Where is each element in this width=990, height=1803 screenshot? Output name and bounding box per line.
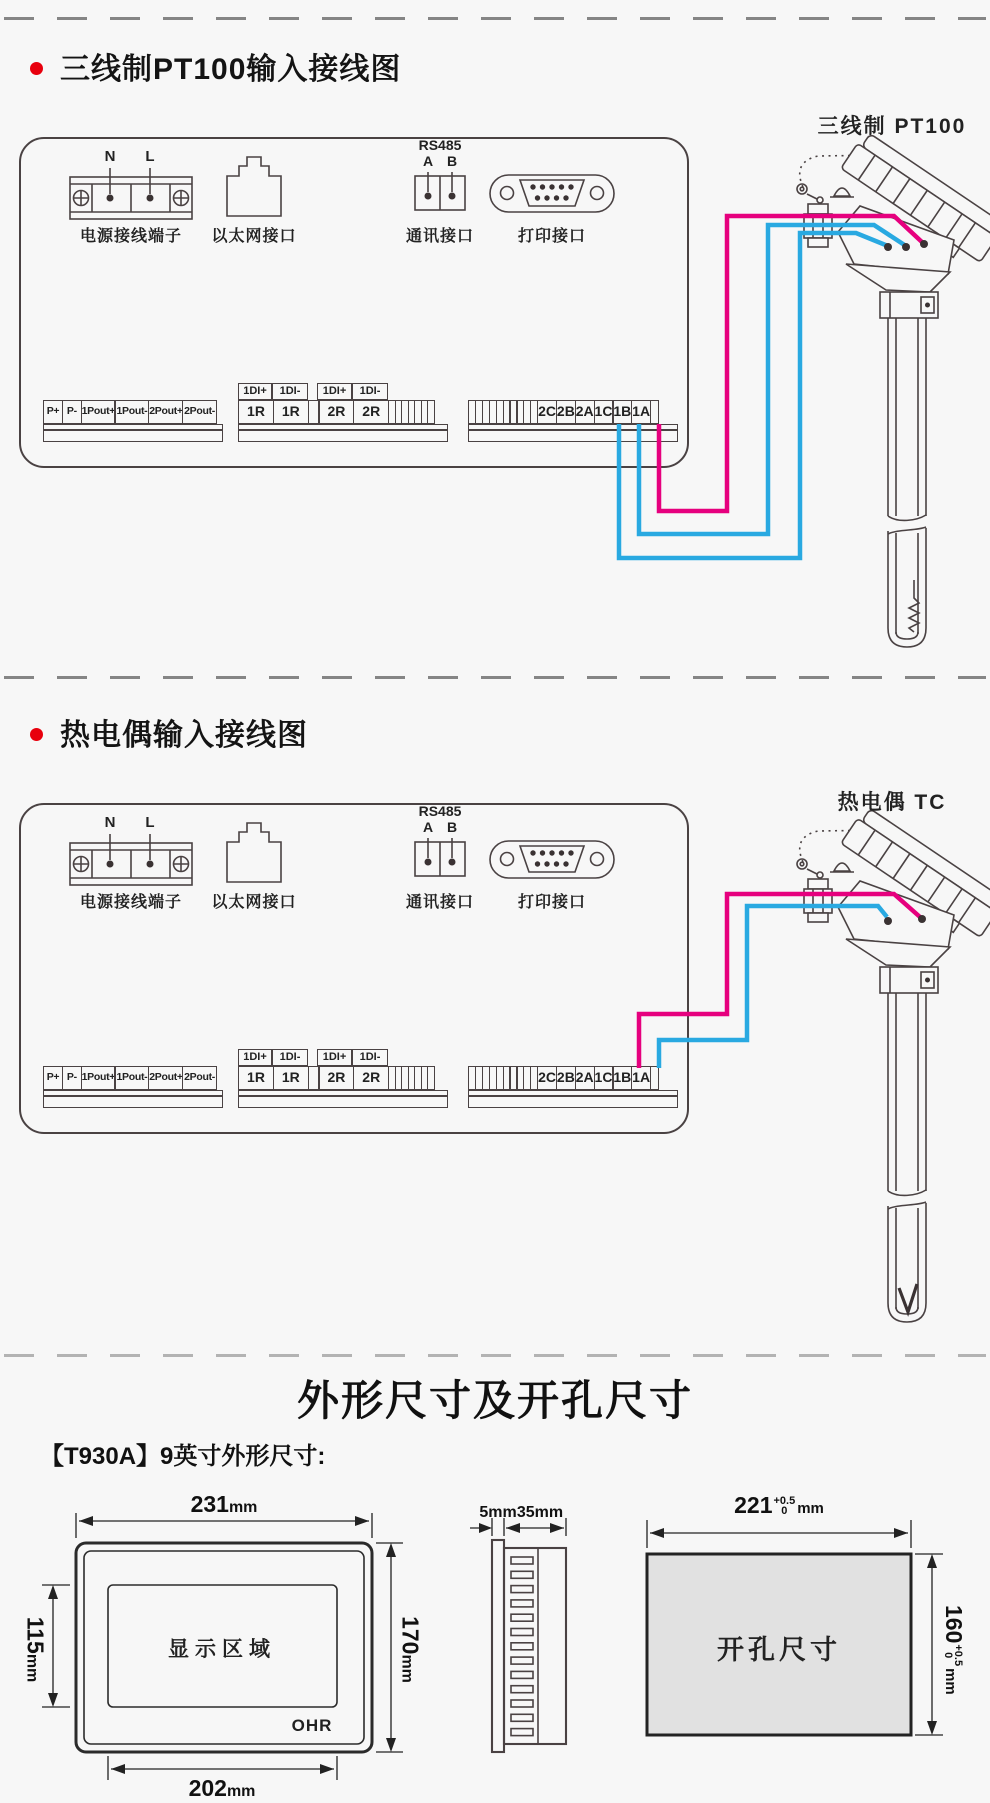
display-area-label: 显示区域 — [168, 1637, 276, 1661]
comm-caption: 通讯接口 — [405, 228, 474, 245]
power-terminal-strip — [43, 400, 217, 424]
terminal-cell: 1R — [238, 1066, 274, 1090]
relay-terminal-strip — [238, 1066, 435, 1090]
sensor-label-tc: 热电偶 TC — [837, 791, 947, 814]
terminal-cell: 1Pout+ — [81, 1066, 116, 1090]
strip-rail — [43, 430, 223, 442]
cutout-label: 开孔尺寸 — [717, 1635, 841, 1665]
terminal-cell: 1R — [273, 1066, 309, 1090]
terminal-cell: 1A — [631, 400, 651, 424]
section-heading-pt100: 三线制PT100输入接线图 — [60, 53, 402, 86]
di-label: 1DI- — [352, 383, 388, 400]
strip-rail — [468, 1096, 678, 1108]
dim-depth-label: 35mm — [516, 1504, 564, 1521]
di-label: 1DI+ — [238, 383, 272, 400]
terminal-cell-empty — [427, 400, 435, 424]
terminal-cell: 1Pout- — [114, 1066, 149, 1090]
rs485-b-label: B — [446, 819, 458, 835]
terminal-cell: 1R — [273, 400, 309, 424]
side-view-drawing — [470, 1518, 566, 1752]
terminal-cell: P- — [62, 400, 82, 424]
tc-junction-icon — [899, 1284, 917, 1312]
terminal-cell: 1A — [631, 1066, 651, 1090]
terminal-cell: 1C — [594, 400, 614, 424]
power-caption: 电源接线端子 — [79, 228, 182, 245]
strip-rail — [238, 1096, 448, 1108]
strip-rail — [43, 1096, 223, 1108]
rs485-label: RS485 — [418, 137, 462, 153]
print-caption: 打印接口 — [517, 228, 586, 245]
terminal-cell: 1Pout+ — [81, 400, 116, 424]
dim-bezel-label: 5mm — [479, 1504, 517, 1521]
di-label: 1DI- — [272, 383, 308, 400]
dimensions-subtitle: 【T930A】9英寸外形尺寸: — [40, 1443, 326, 1470]
terminal-cell: P+ — [43, 1066, 63, 1090]
terminal-cell: 1B — [612, 400, 632, 424]
dim-cutout-width-label: 221 +0.5 0 mm — [734, 1492, 824, 1518]
terminal-cell: P- — [62, 1066, 82, 1090]
terminal-cell: 2B — [556, 400, 576, 424]
terminal-cell: 2Pout+ — [148, 400, 183, 424]
dim-width-label: 231mm — [190, 1491, 258, 1517]
comm-caption: 通讯接口 — [405, 894, 474, 911]
terminal-cell: 2A — [575, 1066, 595, 1090]
section-heading-tc: 热电偶输入接线图 — [60, 719, 308, 752]
strip-rail — [238, 430, 448, 442]
ethernet-caption: 以太网接口 — [211, 228, 297, 245]
power-caption: 电源接线端子 — [79, 894, 182, 911]
terminal-cell: 1Pout- — [114, 400, 149, 424]
brand-logo: OHR — [291, 1716, 333, 1735]
di-label: 1DI+ — [317, 383, 352, 400]
terminal-cell: 1C — [594, 1066, 614, 1090]
terminal-l-label: L — [145, 814, 155, 831]
print-caption: 打印接口 — [517, 894, 586, 911]
di-label: 1DI- — [352, 1049, 388, 1066]
terminal-cell: 2R — [318, 1066, 354, 1090]
rs485-a-label: A — [422, 819, 434, 835]
terminal-cell: 2R — [353, 1066, 389, 1090]
terminal-n-label: N — [104, 148, 116, 165]
di-label: 1DI- — [272, 1049, 308, 1066]
bullet-icon — [30, 62, 43, 75]
di-label: 1DI+ — [317, 1049, 352, 1066]
terminal-cell: P+ — [43, 400, 63, 424]
terminal-cell-empty — [427, 1066, 435, 1090]
sensor-label-pt100: 三线制 PT100 — [817, 115, 967, 138]
terminal-cell: 1R — [238, 400, 274, 424]
terminal-cell-empty — [650, 400, 659, 424]
terminal-cell-empty — [650, 1066, 659, 1090]
dim-cutout-height-label: 160 +0.5 0 mm — [940, 1604, 967, 1695]
terminal-cell: 2Pout+ — [148, 1066, 183, 1090]
ethernet-caption: 以太网接口 — [211, 894, 297, 911]
terminal-cell: 2Pout- — [182, 1066, 217, 1090]
terminal-cell: 2B — [556, 1066, 576, 1090]
terminal-cell: 2Pout- — [182, 400, 217, 424]
strip-rail — [468, 430, 678, 442]
terminal-cell: 1B — [612, 1066, 632, 1090]
terminal-n-label: N — [104, 814, 116, 831]
rs485-a-label: A — [422, 153, 434, 169]
terminal-cell: 2R — [318, 400, 354, 424]
terminal-l-label: L — [145, 148, 155, 165]
terminal-cell: 2C — [537, 1066, 557, 1090]
terminal-cell: 2R — [353, 400, 389, 424]
dim-screen-height-label: 115mm — [22, 1616, 49, 1683]
terminal-cell: 2C — [537, 400, 557, 424]
rs485-label: RS485 — [418, 803, 462, 819]
dim-height-label: 170mm — [397, 1616, 424, 1683]
power-terminal-strip — [43, 1066, 217, 1090]
terminal-cell: 2A — [575, 400, 595, 424]
rs485-b-label: B — [446, 153, 458, 169]
bullet-icon — [30, 728, 43, 741]
dim-bottom-label: 202mm — [188, 1775, 256, 1801]
relay-terminal-strip — [238, 400, 435, 424]
dimensions-title: 外形尺寸及开孔尺寸 — [296, 1377, 693, 1424]
di-label: 1DI+ — [238, 1049, 272, 1066]
input-terminal-strip — [468, 1066, 659, 1090]
input-terminal-strip — [468, 400, 659, 424]
